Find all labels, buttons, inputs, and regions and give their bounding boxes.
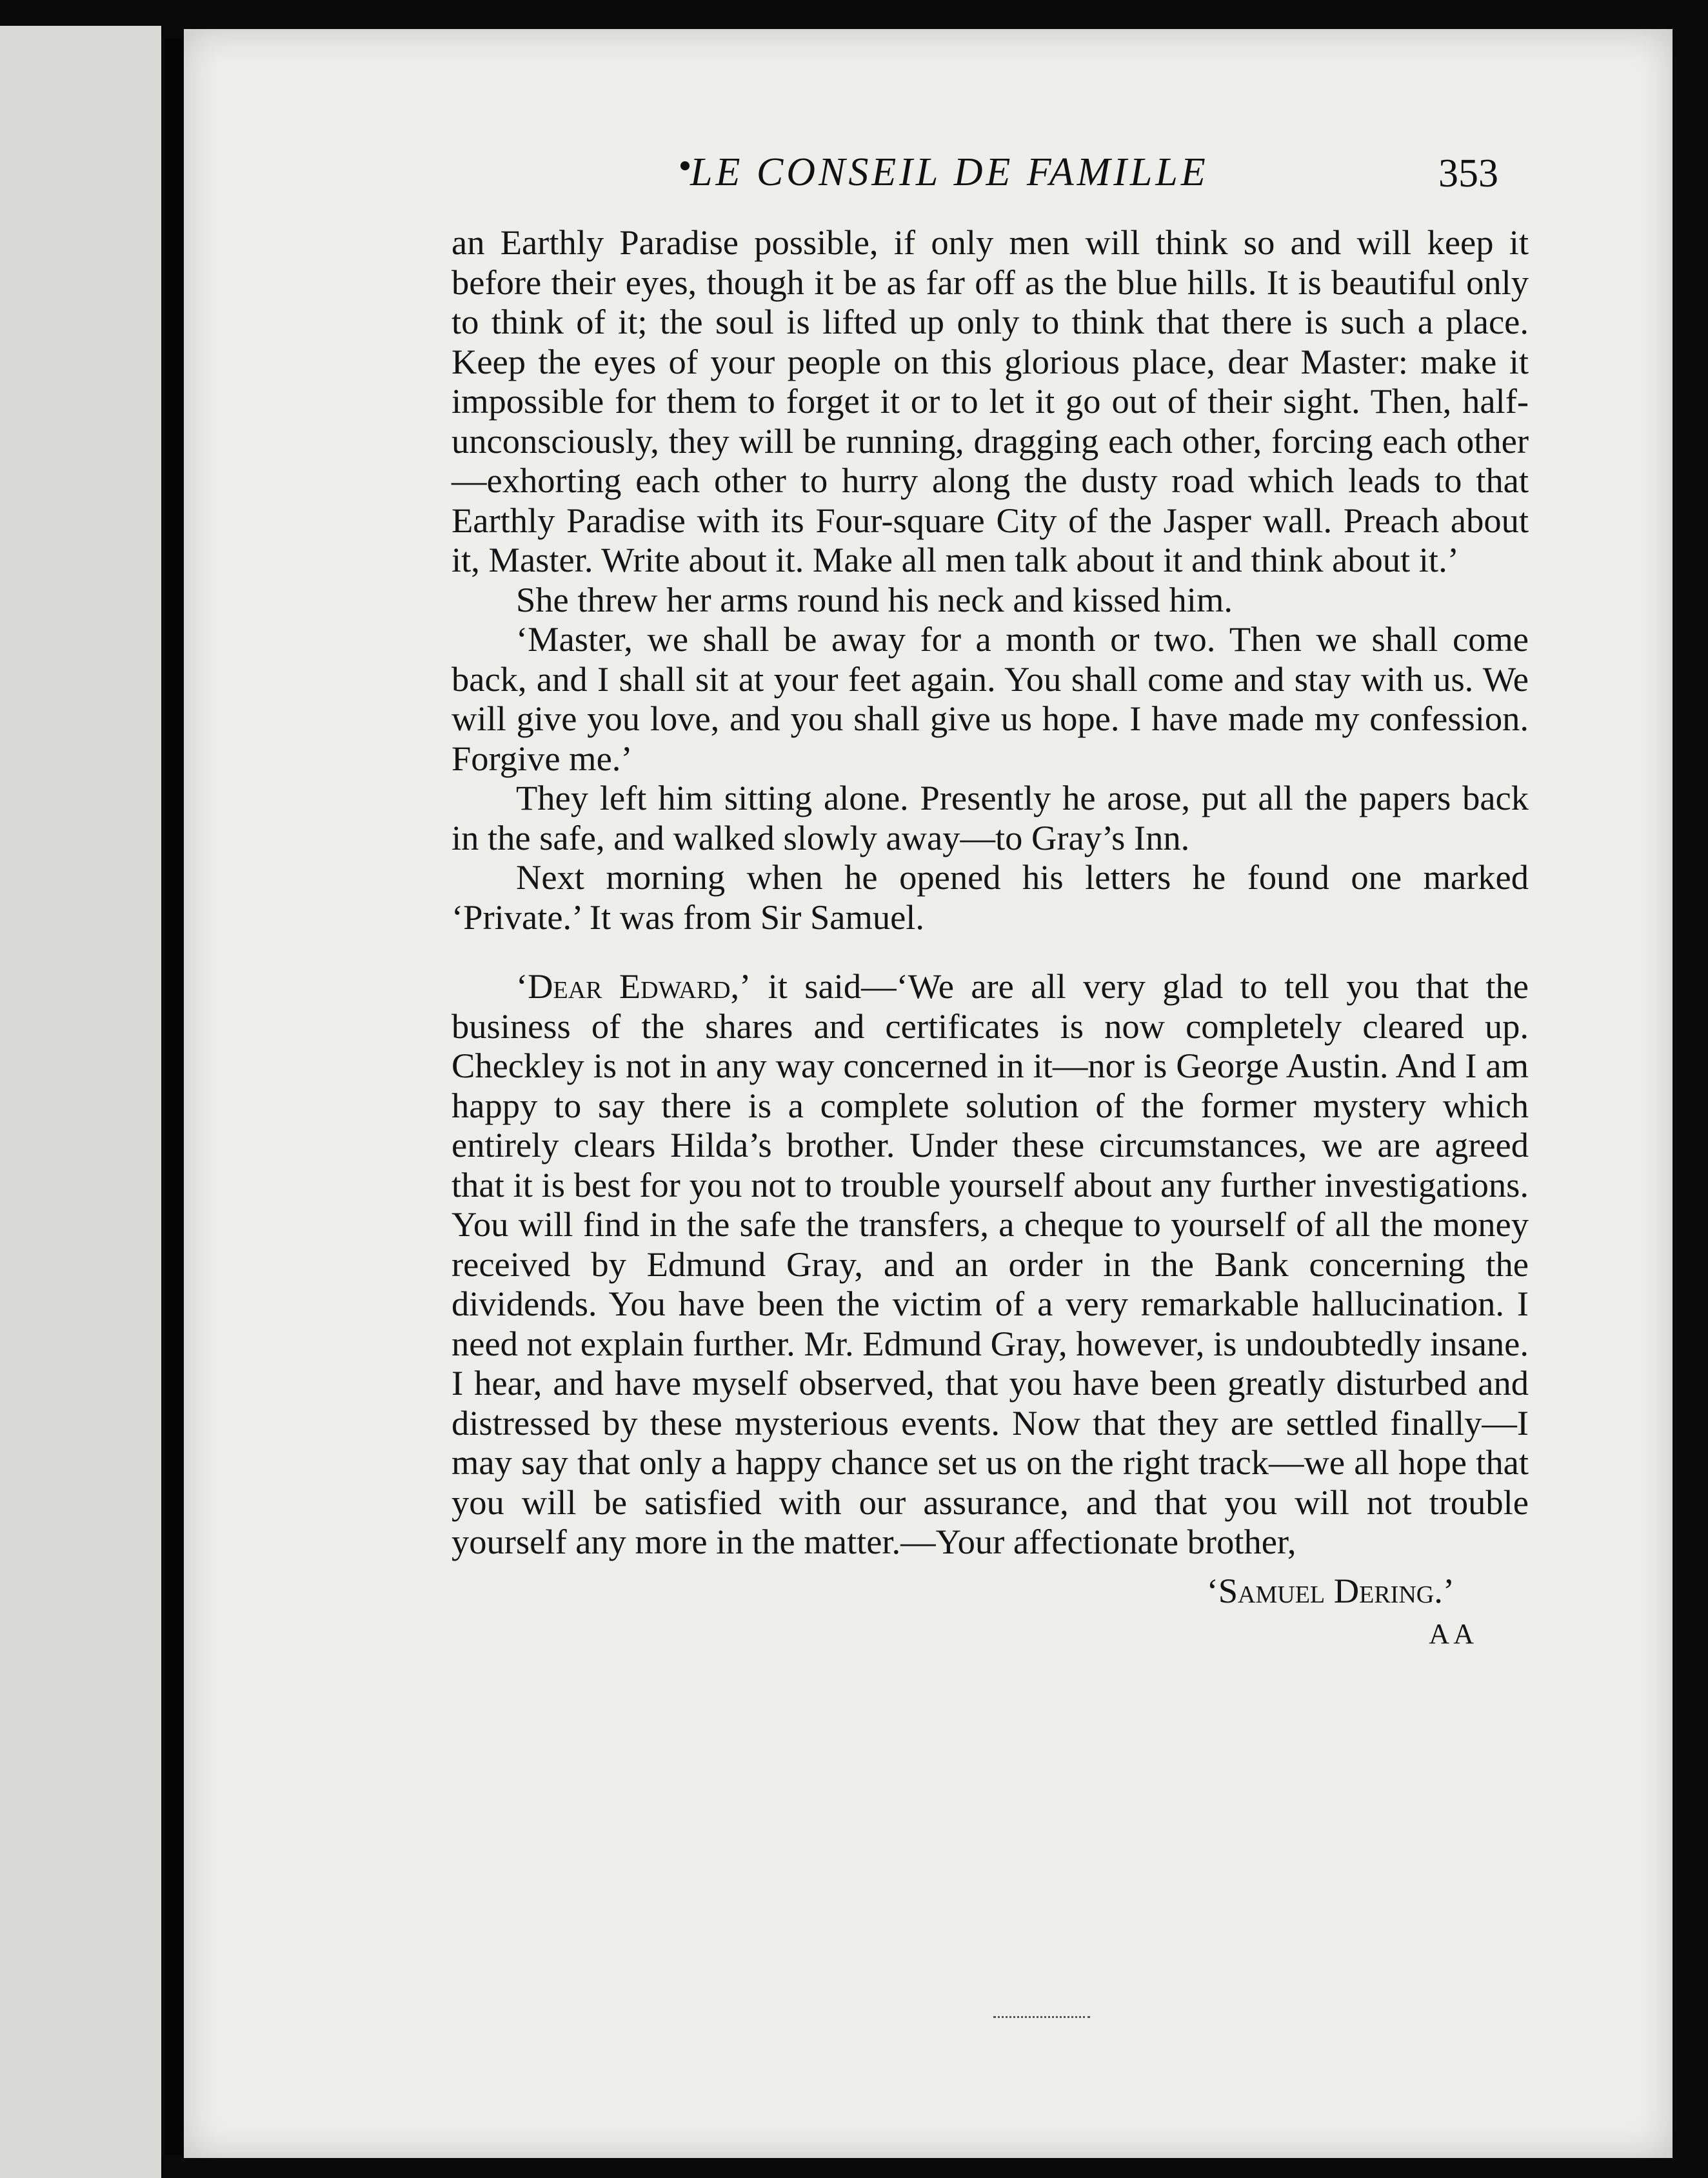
paragraph-continuation: an Earthly Paradise possible, if only men will think so and will keep it before their eyes, though it be as far off as the blue hills. It is beautiful only to think of it; the soul is lifted up only to think that there is such a place. Keep the eyes of your people on this glorious place, dear Master: make it impossible for them to forget it or to let it go out of their sight. Then, half-unconsciously, they will be running, dragging each other, forcing each other—exhorting each other to hurry along the dusty road which leads to that Earthly Paradise with its Four-square City of the Jasper wall. Preach about it, Master. Write about it. Make all men talk about it and think about it.’: [452, 223, 1529, 579]
ink-speck: [680, 161, 690, 170]
paragraph: They left him sitting alone. Presently he arose, put all the papers back in the safe, and walked slowly away—to Gray’s Inn.: [452, 778, 1529, 857]
letter-body: it said—‘We are all very glad to tell you that the business of the shares and certificates is now completely cleared up. Checkley is not in any way concerned in it—nor is George Austin. And I am happy to say there is a complete solution of the former mystery which entirely clears Hilda’s brother. Under these circumstances, we are agreed that it is best for you not to trouble yourself about any further investigations. You will find in the safe the transfers, a cheque to yourself of all the money received by Edmund Gray, and an order in the Bank concerning the dividends. You have been the victim of a very remarkable hallucination. I need not explain further. Mr. Edmund Gray, however, is undoubtedly insane. I hear, and have myself observed, that you have been greatly disturbed and distressed by these mysterious events. Now that they are settled finally—I may say that only a happy chance set us on the right track—we all hope that you will be satisfied with our assurance, and that you will not trouble yourself any more in the matter.—Your affectionate brother,: [452, 966, 1529, 1561]
letter-paragraph: [452, 966, 1529, 1562]
book-spine: [164, 39, 183, 2155]
bottom-flourish: [993, 2016, 1090, 2020]
paragraph: Next morning when he opened his letters he found one marked ‘Private.’ It was from Sir Samuel.: [452, 857, 1529, 937]
facing-page-edge: [0, 26, 161, 2178]
paragraph: ‘Master, we shall be away for a month or two. Then we shall come back, and I shall sit at your feet again. You shall come and stay with us. We will give you love, and you shall give us hope. I have made my confession. Forgive me.’: [452, 619, 1529, 778]
ornament-mark: A A: [1429, 1618, 1474, 1650]
section-gap: [452, 937, 1529, 966]
letter-signature: ‘Samuel Dering.’: [1206, 1570, 1455, 1610]
page-number: 353: [1438, 152, 1498, 195]
running-head: LE CONSEIL DE FAMILLE: [690, 150, 1209, 194]
letter-salutation: ‘Dear Edward,’: [516, 966, 751, 1006]
body-text: [452, 223, 1529, 1654]
paragraph: She threw her arms round his neck and kissed him.: [516, 579, 1233, 619]
